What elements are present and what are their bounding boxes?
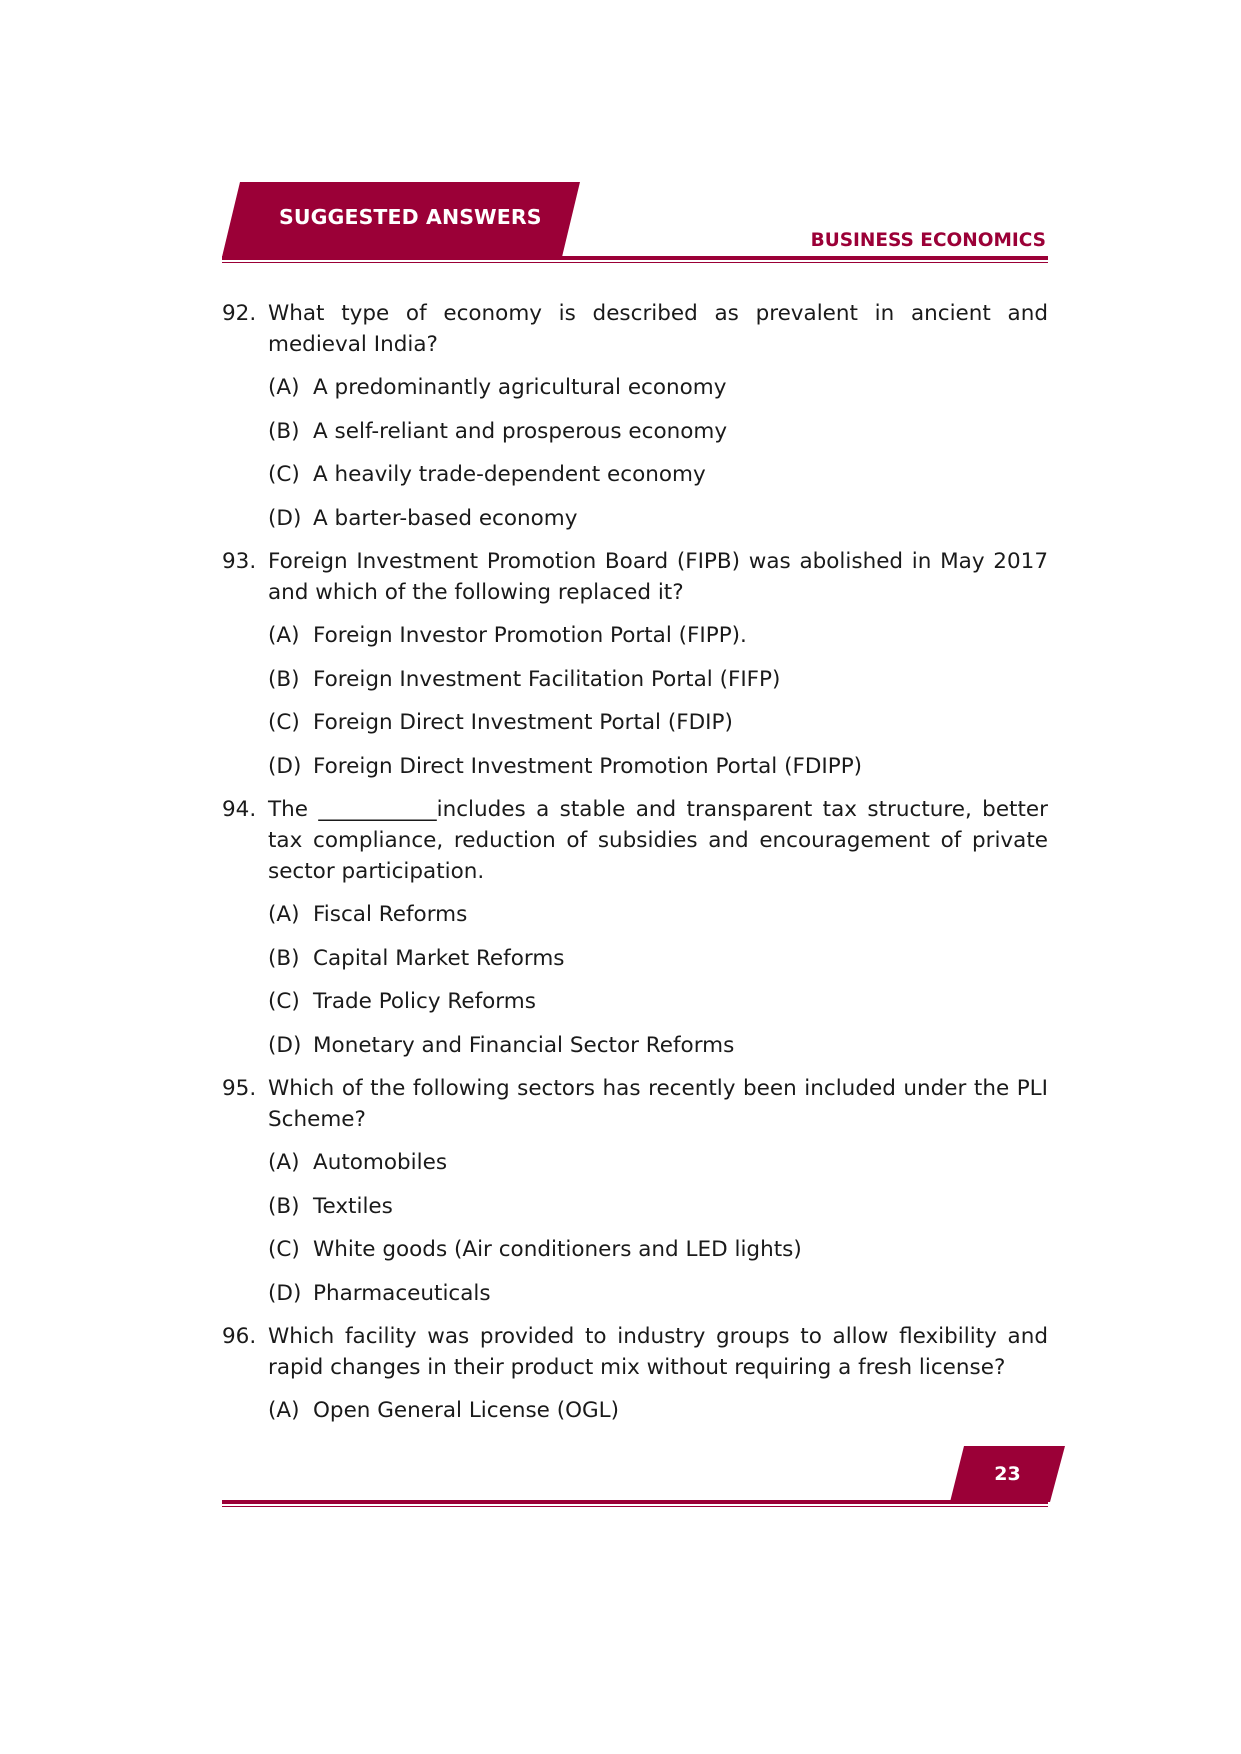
question-number: 94. [222,797,257,822]
option-letter: (C) [268,462,300,487]
option [268,416,1048,447]
question-92 [222,298,1048,360]
question-number: 93. [222,549,257,574]
option [268,986,1048,1017]
option [268,899,1048,930]
option-text: Foreign Direct Investment Promotion Portal (FDIPP) [313,753,863,779]
option-letter: (D) [268,753,302,779]
option [268,1191,1048,1222]
question-94 [222,794,1048,887]
option-letter: (A) [268,1150,300,1175]
option [268,1278,1048,1309]
option-text: Textiles [313,1193,393,1219]
subject-title: BUSINESS ECONOMICS [810,230,1046,251]
option-text: A predominantly agricultural economy [313,375,727,400]
option [268,1395,1048,1426]
option-letter: (C) [268,710,300,735]
option [268,751,1048,782]
option-text: Trade Policy Reforms [313,989,536,1014]
section-title: SUGGESTED ANSWERS [279,205,542,229]
question-95 [222,1073,1048,1135]
option [268,943,1048,974]
option [268,372,1048,403]
option-letter: (D) [268,505,302,531]
option [268,1234,1048,1265]
option-letter: (A) [268,902,300,927]
option-text: Foreign Direct Investment Portal (FDIP) [313,710,733,735]
option-text: Pharmaceuticals [313,1280,491,1306]
option [268,503,1048,534]
option-letter: (A) [268,623,300,648]
option-text: Capital Market Reforms [313,945,565,971]
question-list [222,298,1048,1439]
option-text: A self-reliant and prosperous economy [313,418,728,444]
option [268,664,1048,695]
option-letter: (B) [268,945,300,971]
footer-divider [222,1500,1048,1504]
option-letter: (B) [268,666,300,692]
option-text: White goods (Air conditioners and LED lights) [313,1237,802,1262]
option-letter: (A) [268,375,300,400]
header-divider-thin [222,262,1048,263]
option-letter: (C) [268,1237,300,1262]
question-number: 96. [222,1324,257,1349]
question-number: 92. [222,301,257,326]
option-text: Monetary and Financial Sector Reforms [313,1032,735,1058]
option-letter: (D) [268,1280,302,1306]
question-text: Which facility was provided to industry groups to allow flexibility and rapid changes in their product mix without requiring a fresh license? [268,1324,1048,1380]
option [268,707,1048,738]
option-letter: (B) [268,418,300,444]
option-text: A heavily trade-dependent economy [313,462,706,487]
option-letter: (A) [268,1398,300,1423]
option-text: Automobiles [313,1150,448,1175]
option-letter: (C) [268,989,300,1014]
page-number: 23 [994,1463,1021,1485]
footer-divider-thin [222,1506,1048,1507]
option [268,1030,1048,1061]
question-text: What type of economy is described as prevalent in ancient and medieval India? [268,301,1048,357]
question-96 [222,1321,1048,1383]
option-letter: (B) [268,1193,300,1219]
question-text: Which of the following sectors has recently been included under the PLI Scheme? [268,1076,1048,1132]
question-number: 95. [222,1076,257,1101]
option [268,459,1048,490]
option-text: Foreign Investment Facilitation Portal (FIFP) [313,666,781,692]
option [268,1147,1048,1178]
option-letter: (D) [268,1032,302,1058]
question-text: The ___________includes a stable and transparent tax structure, better tax compliance, reduction of subsidies and encouragement of private sector participation. [268,797,1048,884]
question-text: Foreign Investment Promotion Board (FIPB) was abolished in May 2017 and which of the following replaced it? [268,549,1048,605]
option-text: Foreign Investor Promotion Portal (FIPP). [313,623,747,648]
question-93 [222,546,1048,608]
option [268,620,1048,651]
header-divider [222,256,1048,260]
option-text: Open General License (OGL) [313,1398,620,1423]
option-text: A barter-based economy [313,505,578,531]
option-text: Fiscal Reforms [313,902,468,927]
